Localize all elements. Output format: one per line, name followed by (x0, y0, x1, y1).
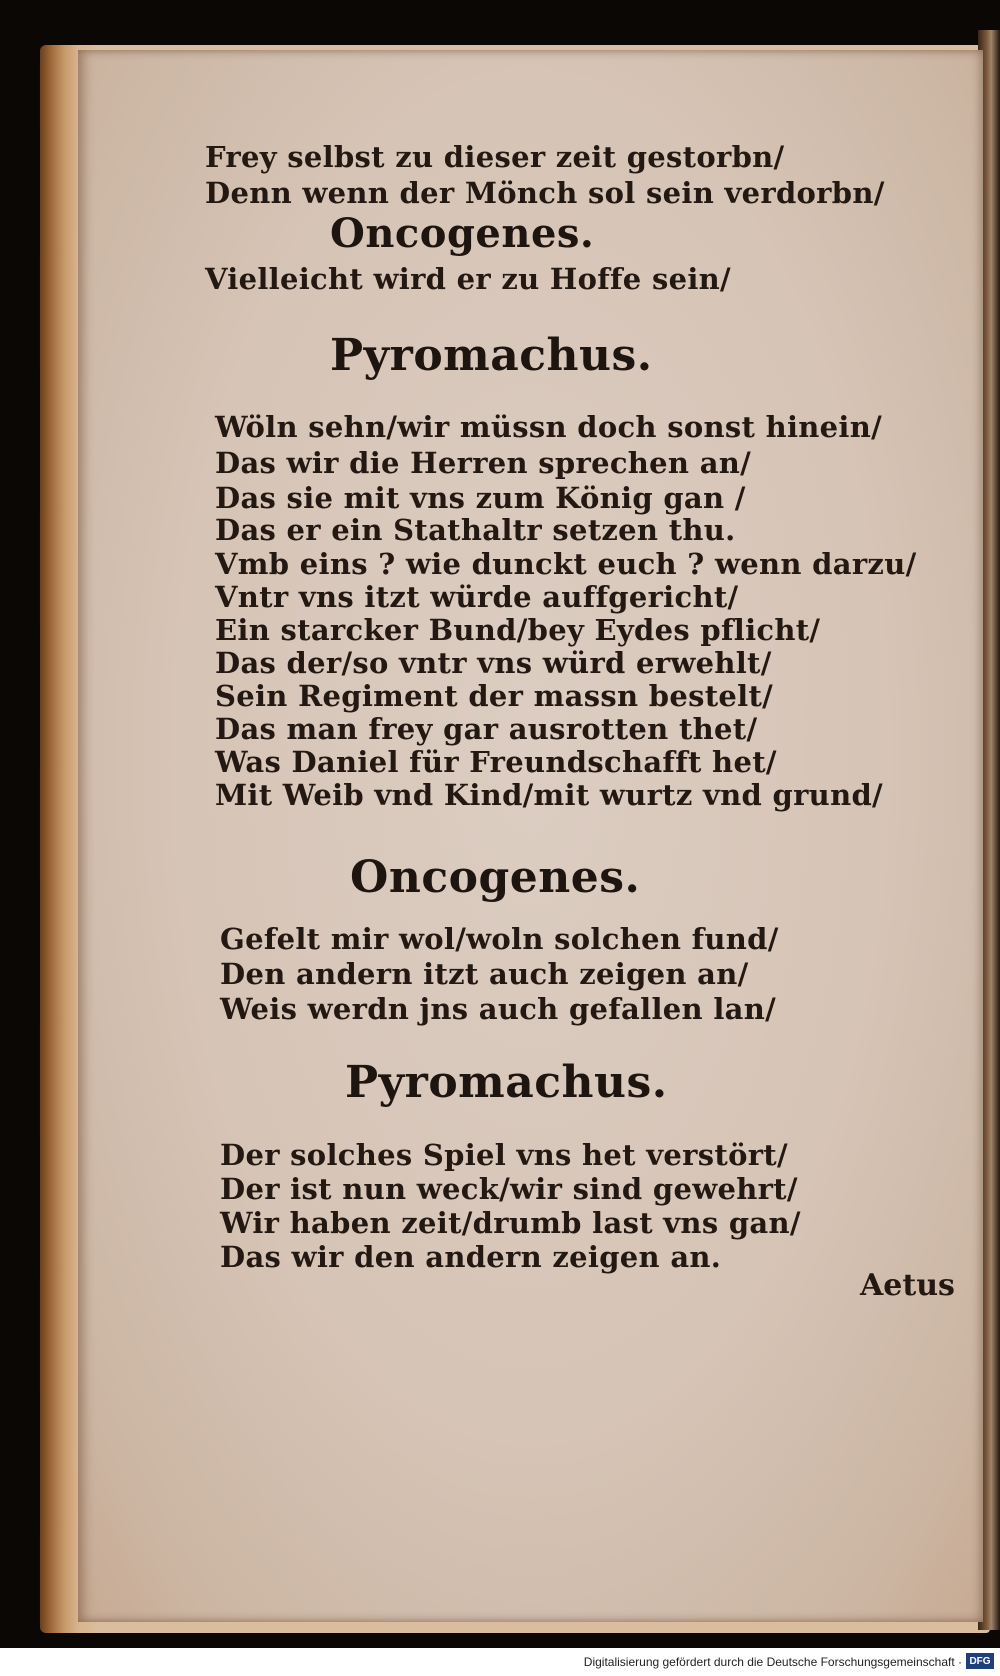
verse-line: Vmb eins ? wie dunckt euch ? wenn darzu/ (215, 547, 917, 581)
verse-line: Mit Weib vnd Kind/mit wurtz vnd grund/ (215, 778, 883, 812)
speaker-heading: Pyromachus. (330, 330, 653, 381)
verse-line: Das man frey gar ausrotten thet/ (215, 712, 758, 746)
footer-credit: Digitalisierung gefördert durch die Deutsche Forschungsgemeinschaft · (583, 1655, 962, 1669)
verse-line: Das wir den andern zeigen an. (220, 1240, 722, 1274)
dfg-logo: DFG (966, 1653, 994, 1669)
verse-line: Wöln sehn/wir müssn doch sonst hinein/ (215, 410, 883, 444)
verse-line: Was Daniel für Freundschafft het/ (215, 745, 777, 779)
verse-line: Frey selbst zu dieser zeit gestorbn/ (205, 140, 785, 174)
verse-line: Wir haben zeit/drumb last vns gan/ (220, 1206, 801, 1240)
verse-line: Gefelt mir wol/woln solchen fund/ (220, 922, 779, 956)
verse-line: Vielleicht wird er zu Hoffe sein/ (205, 262, 731, 296)
speaker-heading: Oncogenes. (330, 210, 595, 257)
verse-line: Das sie mit vns zum König gan / (215, 481, 746, 515)
speaker-heading: Oncogenes. (350, 852, 641, 903)
verse-line: Ein starcker Bund/bey Eydes pflicht/ (215, 613, 821, 647)
verse-line: Das er ein Stathaltr setzen thu. (215, 513, 736, 547)
verse-line: Denn wenn der Mönch sol sein verdorbn/ (205, 176, 885, 210)
catchword: Aetus (860, 1268, 955, 1303)
verse-line: Sein Regiment der massn bestelt/ (215, 679, 774, 713)
verse-line: Den andern itzt auch zeigen an/ (220, 957, 749, 991)
speaker-heading: Pyromachus. (345, 1057, 668, 1108)
verse-line: Der ist nun weck/wir sind gewehrt/ (220, 1172, 798, 1206)
verse-line: Der solches Spiel vns het verstört/ (220, 1138, 788, 1172)
verse-line: Das der/so vntr vns würd erwehlt/ (215, 646, 772, 680)
verse-line: Das wir die Herren sprechen an/ (215, 446, 752, 480)
verse-line: Weis werdn jns auch gefallen lan/ (220, 992, 777, 1026)
verse-line: Vntr vns itzt würde auffgericht/ (215, 580, 739, 614)
